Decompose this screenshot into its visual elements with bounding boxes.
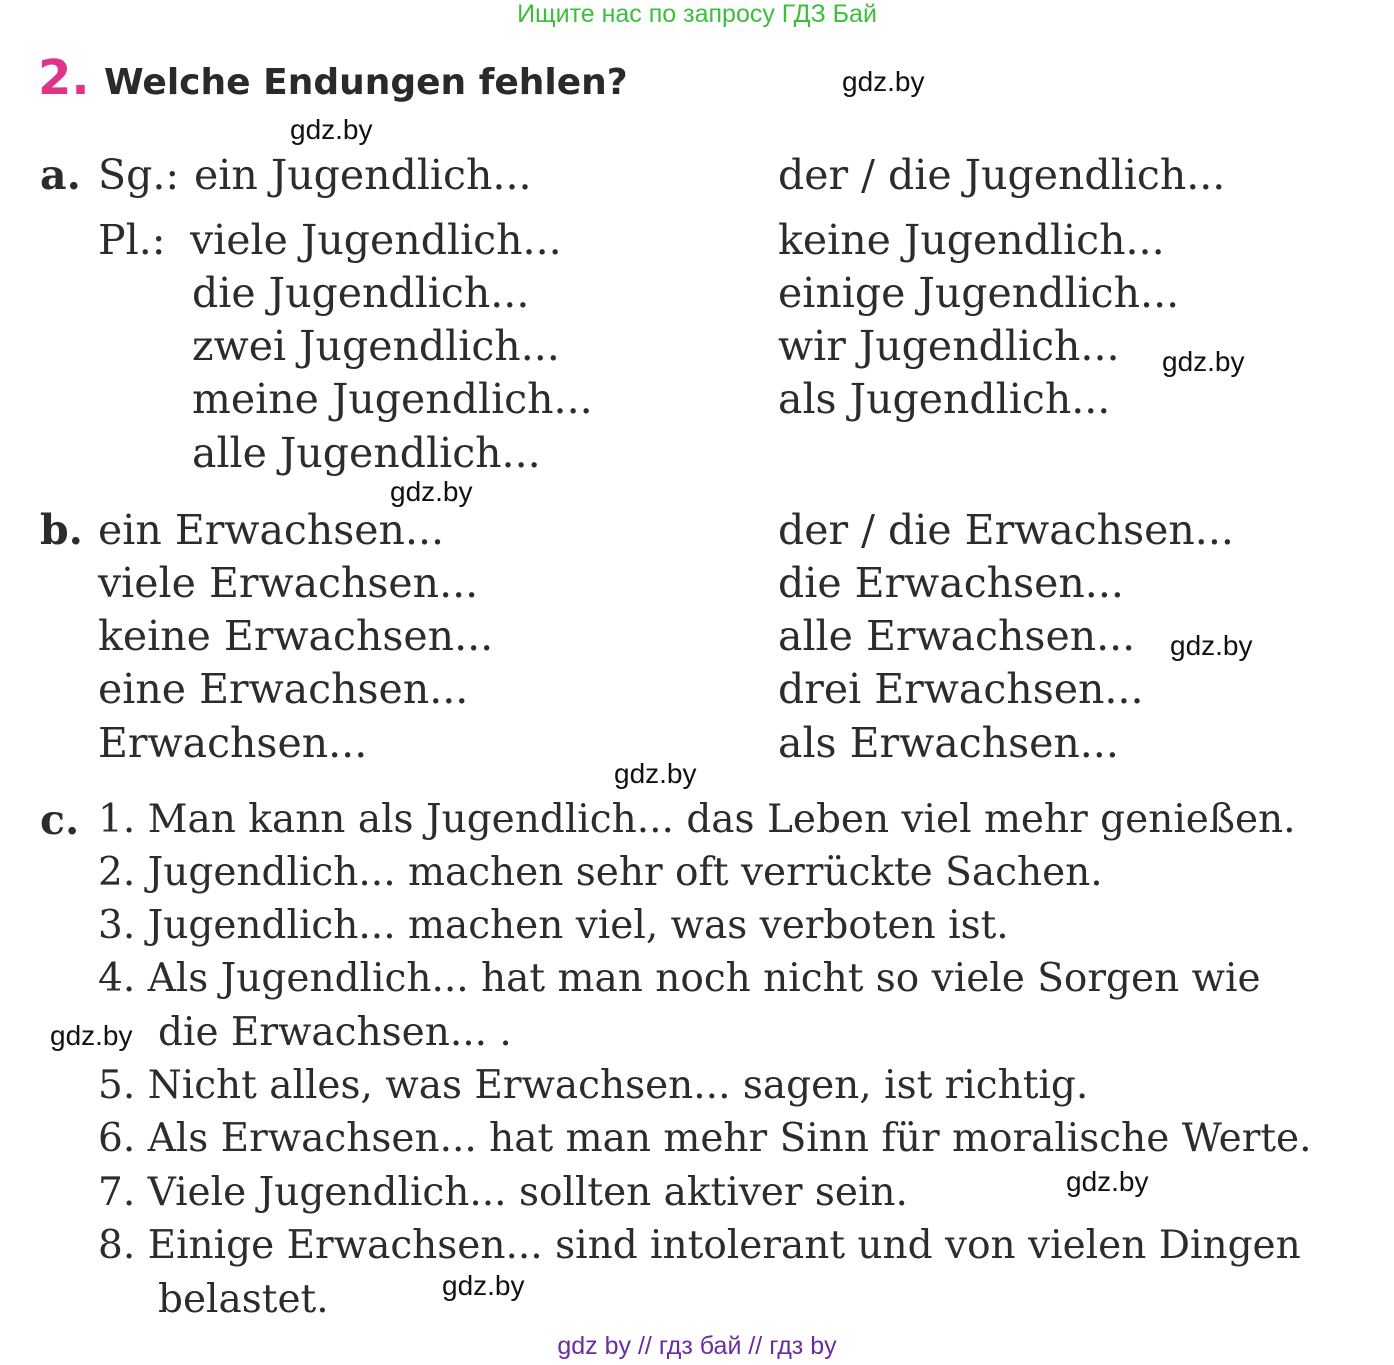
footer-links: gdz by // гдз бай // гдз by: [557, 1332, 837, 1360]
part-a-letter: a.: [40, 151, 81, 199]
part-b-letter: b.: [40, 506, 83, 554]
search-hint: Ищите нас по запросу ГДЗ Бай: [517, 0, 877, 28]
part-b-right-item: drei Erwachsen...: [778, 665, 1144, 713]
exercise-number: 2.: [38, 50, 90, 106]
part-b-left-item: Erwachsen...: [98, 719, 368, 767]
part-c-letter: c.: [40, 796, 80, 844]
part-a-left-item: ein Jugendlich...: [194, 151, 532, 199]
part-a-left-item: viele Jugendlich...: [190, 216, 562, 264]
part-c-sentence-continuation: belastet.: [158, 1277, 329, 1322]
part-b-right-item: alle Erwachsen...: [778, 612, 1136, 660]
watermark: gdz.by: [614, 758, 697, 789]
part-c-sentence: 2. Jugendlich... machen sehr oft verrückte Sachen.: [98, 850, 1103, 895]
part-c-sentence: 8. Einige Erwachsen... sind intolerant und von vielen Dingen: [98, 1223, 1301, 1268]
part-b-left-item: viele Erwachsen...: [98, 559, 479, 607]
part-b-right-item: die Erwachsen...: [778, 559, 1124, 607]
watermark: gdz.by: [390, 476, 473, 507]
part-b-right-item: als Erwachsen...: [778, 719, 1119, 767]
part-a-left-item: meine Jugendlich...: [192, 375, 593, 423]
part-a-left-item: die Jugendlich...: [192, 269, 530, 317]
watermark: gdz.by: [1066, 1166, 1149, 1197]
part-a-right-item: wir Jugendlich...: [778, 322, 1120, 370]
part-b-right-item: der / die Erwachsen...: [778, 506, 1234, 554]
part-b-left-item: eine Erwachsen...: [98, 665, 469, 713]
watermark: gdz.by: [442, 1270, 525, 1301]
part-c-sentence: 3. Jugendlich... machen viel, was verboten ist.: [98, 903, 1009, 948]
part-c-sentence: 5. Nicht alles, was Erwachsen... sagen, ist richtig.: [98, 1063, 1089, 1108]
part-a-right-item: einige Jugendlich...: [778, 269, 1180, 317]
part-b-left-item: ein Erwachsen...: [98, 506, 445, 554]
watermark: gdz.by: [290, 114, 373, 145]
watermark: gdz.by: [1170, 630, 1253, 661]
part-c-sentence: 6. Als Erwachsen... hat man mehr Sinn für moralische Werte.: [98, 1116, 1312, 1161]
watermark: gdz.by: [1162, 346, 1245, 377]
part-a-sg-label: Sg.:: [98, 151, 180, 199]
watermark: gdz.by: [842, 66, 925, 97]
part-c-sentence-continuation: die Erwachsen... .: [158, 1010, 512, 1055]
exercise-title: Welche Endungen fehlen?: [104, 62, 628, 103]
part-a-right-item: keine Jugendlich...: [778, 216, 1165, 264]
part-c-sentence: 4. Als Jugendlich... hat man noch nicht so viele Sorgen wie: [98, 956, 1261, 1001]
part-a-left-item: zwei Jugendlich...: [192, 322, 560, 370]
part-a-left-item: alle Jugendlich...: [192, 429, 541, 477]
watermark: gdz.by: [50, 1020, 133, 1051]
part-c-sentence: 1. Man kann als Jugendlich... das Leben viel mehr genießen.: [98, 797, 1296, 842]
part-a-right-item: der / die Jugendlich...: [778, 151, 1226, 199]
part-c-sentence: 7. Viele Jugendlich... sollten aktiver sein.: [98, 1170, 908, 1215]
part-a-pl-label: Pl.:: [98, 216, 166, 264]
part-a-right-item: als Jugendlich...: [778, 375, 1111, 423]
part-b-left-item: keine Erwachsen...: [98, 612, 494, 660]
